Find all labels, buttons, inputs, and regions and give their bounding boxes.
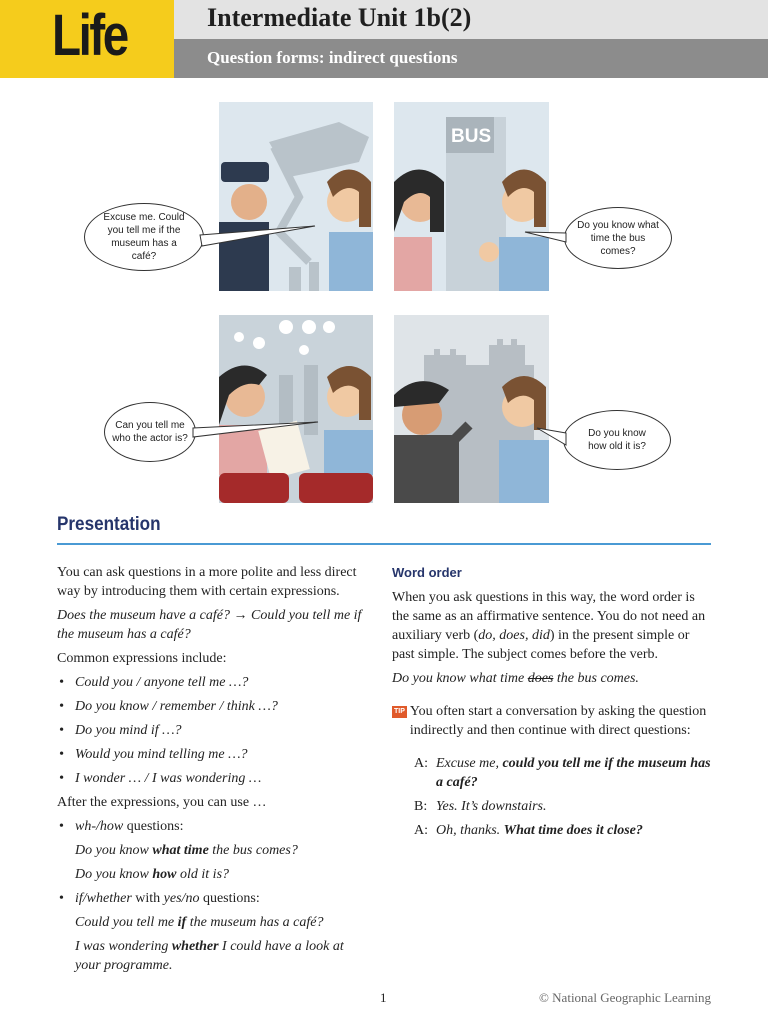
speech-bubble-castle: Do you know how old it is? — [563, 410, 671, 470]
intro-text: You can ask questions in a more polite and less direct way by introducing them with certain expressions. — [57, 565, 357, 599]
page-subtitle: Question forms: indirect questions — [207, 48, 458, 67]
if-example-1: Could you tell me if the museum has a café? — [75, 915, 324, 930]
dialogue — [392, 754, 712, 840]
speech-bubble-museum: Excuse me. Could you tell me if the museum has a café? — [84, 203, 204, 271]
speech-bubble-bus: Do you know what time the bus comes? — [564, 207, 672, 269]
section-heading: Presentation — [57, 514, 161, 535]
bus-sign: BUS — [451, 126, 492, 147]
dialogue-line: B: Yes. It’s downstairs. — [414, 799, 547, 814]
expression-item: • Would you mind telling me …? — [57, 745, 369, 764]
section-divider — [57, 543, 711, 545]
dialogue-line: A: Excuse me, could you tell me if the museum has a café? — [414, 756, 711, 790]
wh-example-1: Do you know what time the bus comes? — [75, 843, 298, 858]
if-example-2: I was wondering whether I could have a look at your programme. — [75, 939, 344, 973]
logo-text: Life — [52, 3, 127, 68]
tip-badge: TIP — [392, 706, 407, 718]
common-intro: Common expressions include: — [57, 651, 227, 666]
expression-item: • I wonder … / I was wondering … — [57, 769, 369, 788]
word-order-text: When you ask questions in this way, the word order is the same as an affirmative sentence. You do not need an auxiliary verb (do, does, did) in the present simple or past simple. The subject comes before the verb. — [392, 590, 706, 662]
speech-bubble-actor: Can you tell me who the actor is? — [104, 402, 196, 462]
expression-item: • Do you mind if …? — [57, 721, 369, 740]
page-title: Intermediate Unit 1b(2) — [207, 3, 472, 32]
left-column — [57, 563, 369, 980]
tip-text: You often start a conversation by asking the question indirectly and then continue with direct questions: — [409, 704, 707, 738]
if-whether-item: • if/whether with yes/no questions: — [57, 889, 369, 908]
right-column — [392, 563, 712, 845]
word-order-example: Do you know what time does the bus comes. — [392, 671, 639, 686]
expression-item: • Do you know / remember / think …? — [57, 697, 369, 716]
page-number: 1 — [380, 990, 387, 1005]
after-intro: After the expressions, you can use … — [57, 795, 267, 810]
word-order-heading: Word order — [392, 565, 462, 580]
example-sentence: Does the museum have a café? → Could you tell me if the museum has a café? — [57, 608, 362, 642]
dialogue-line: A: Oh, thanks. What time does it close? — [414, 823, 643, 838]
tip-box — [392, 702, 712, 740]
wh-example-2: Do you know how old it is? — [75, 867, 230, 882]
copyright: © National Geographic Learning — [539, 990, 711, 1005]
expression-item: • Could you / anyone tell me …? — [57, 673, 369, 692]
wh-questions-item: • wh-/how questions: — [57, 817, 369, 836]
